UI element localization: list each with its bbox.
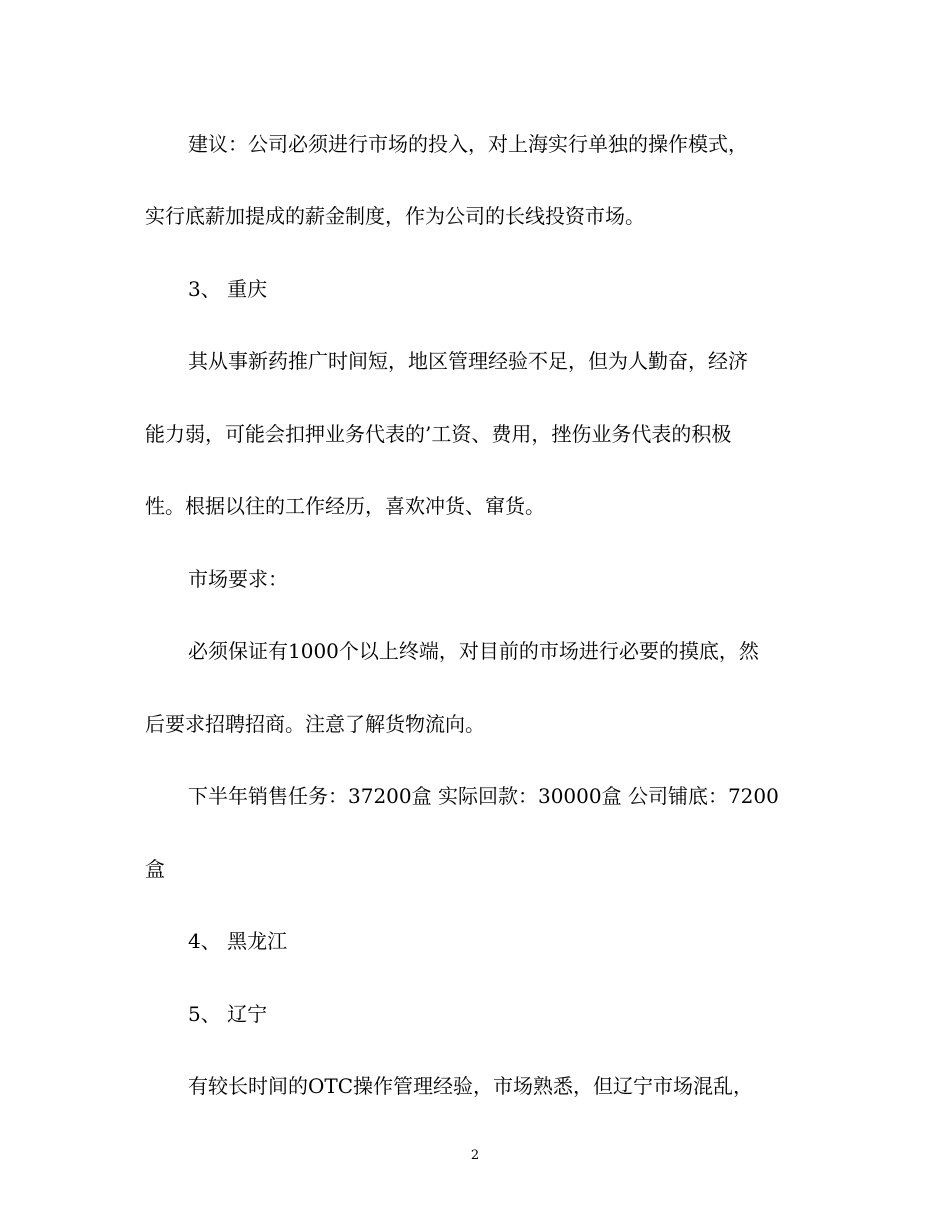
- section-heading: 5、 辽宁: [188, 1002, 268, 1026]
- paragraph-line: 其从事新药推广时间短，地区管理经验不足，但为人勤奋，经济: [188, 349, 748, 373]
- paragraph-line: 下半年销售任务：37200盒 实际回款：30000盒 公司铺底：7200: [188, 784, 779, 808]
- paragraph-line: 必须保证有1000个以上终端，对目前的市场进行必要的摸底，然: [188, 639, 759, 663]
- paragraph-line: 后要求招聘招商。注意了解货物流向。: [145, 712, 485, 736]
- paragraph-line: 能力弱，可能会扣押业务代表的’工资、费用，挫伤业务代表的积极: [145, 422, 732, 446]
- section-heading: 3、 重庆: [188, 277, 268, 301]
- page-number: 2: [470, 1148, 480, 1163]
- paragraph-line: 建议：公司必须进行市场的投入，对上海实行单独的操作模式，: [188, 132, 748, 156]
- paragraph-line: 性。根据以往的工作经历，喜欢冲货、窜货。: [145, 494, 545, 518]
- paragraph-line: 市场要求：: [188, 567, 288, 591]
- paragraph-line: 实行底薪加提成的薪金制度，作为公司的长线投资市场。: [145, 204, 645, 228]
- paragraph-line: 有较长时间的OTC操作管理经验，市场熟悉，但辽宁市场混乱，: [188, 1074, 754, 1098]
- paragraph-line: 盒: [145, 857, 165, 881]
- section-heading: 4、 黑龙江: [188, 929, 288, 953]
